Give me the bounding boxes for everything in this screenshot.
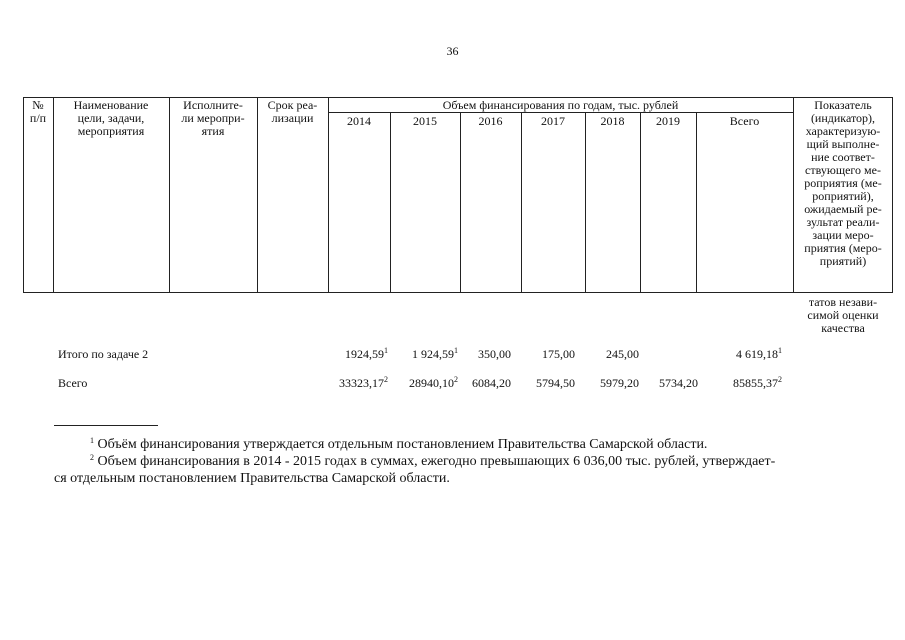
header-year-2017: 2017 — [541, 114, 565, 128]
footnote-2-continuation: ся отдельным постановлением Правительства Самарской области. — [54, 471, 450, 486]
value-2016: 6084,20 — [472, 376, 511, 390]
footnotes — [54, 436, 874, 487]
header-year-2019: 2019 — [656, 114, 680, 128]
value-2018: 5979,20 — [600, 376, 639, 390]
value-2015: 28940,10$^2$ — [409, 375, 458, 390]
indicator-bottom-border — [793, 292, 893, 293]
header-year-2015: 2015 — [413, 114, 437, 128]
value-total: 4 619,18$^1$ — [736, 346, 782, 361]
page-number: 36 — [446, 44, 459, 58]
table-bottom-border — [23, 292, 793, 293]
value-2014: 33323,17$^2$ — [339, 375, 388, 390]
funding-table-header — [23, 97, 893, 293]
funding-subheader-line — [328, 112, 793, 113]
header-total: Всего — [729, 114, 760, 128]
header-year-2018: 2018 — [600, 114, 625, 128]
value-2016: 350,00 — [478, 347, 511, 361]
footnote-1: $^1$ Объём финансирования утверждается отдельным постановлением Правительства Самарской области. — [90, 436, 708, 452]
header-num: № п/п — [29, 98, 47, 125]
header-executor: Исполните- ли меропри- ятия — [181, 98, 245, 138]
value-2018: 245,00 — [606, 347, 639, 361]
indicator-continuation: татов незави- симой оценки качества — [807, 295, 879, 335]
row-label: Всего — [58, 376, 88, 390]
table-row — [0, 376, 905, 392]
footnote-separator — [54, 425, 158, 426]
table-row — [0, 347, 905, 363]
value-2017: 175,00 — [542, 347, 575, 361]
row-label: Итого по задаче 2 — [58, 347, 149, 361]
value-2017: 5794,50 — [536, 376, 575, 390]
value-2015: 1 924,59$^1$ — [412, 346, 458, 361]
header-funding-title: Объем финансирования по годам, тыс. рублей — [442, 98, 679, 112]
value-total: 85855,37$^2$ — [733, 375, 782, 390]
value-2014: 1924,59$^1$ — [345, 346, 388, 361]
header-indicator: Показатель (индикатор), характеризую- щий выполне- ние соответ- ствующего ме- роприятия (ме- роприятий), ожидаемый ре- зультат реали- зации меро- приятия (меро- приятий) — [804, 98, 882, 268]
footnote-2: $^2$ Объем финансирования в 2014 - 2015 годах в суммах, ежегодно превышающих 6 036,00 тыс. рублей, утверждает- — [90, 453, 776, 469]
value-2019: 5734,20 — [659, 376, 698, 390]
header-year-2014: 2014 — [347, 114, 371, 128]
header-year-2016: 2016 — [478, 114, 503, 128]
header-term: Срок реа- лизации — [267, 98, 318, 125]
header-name: Наименование цели, задачи, мероприятия — [73, 98, 149, 138]
